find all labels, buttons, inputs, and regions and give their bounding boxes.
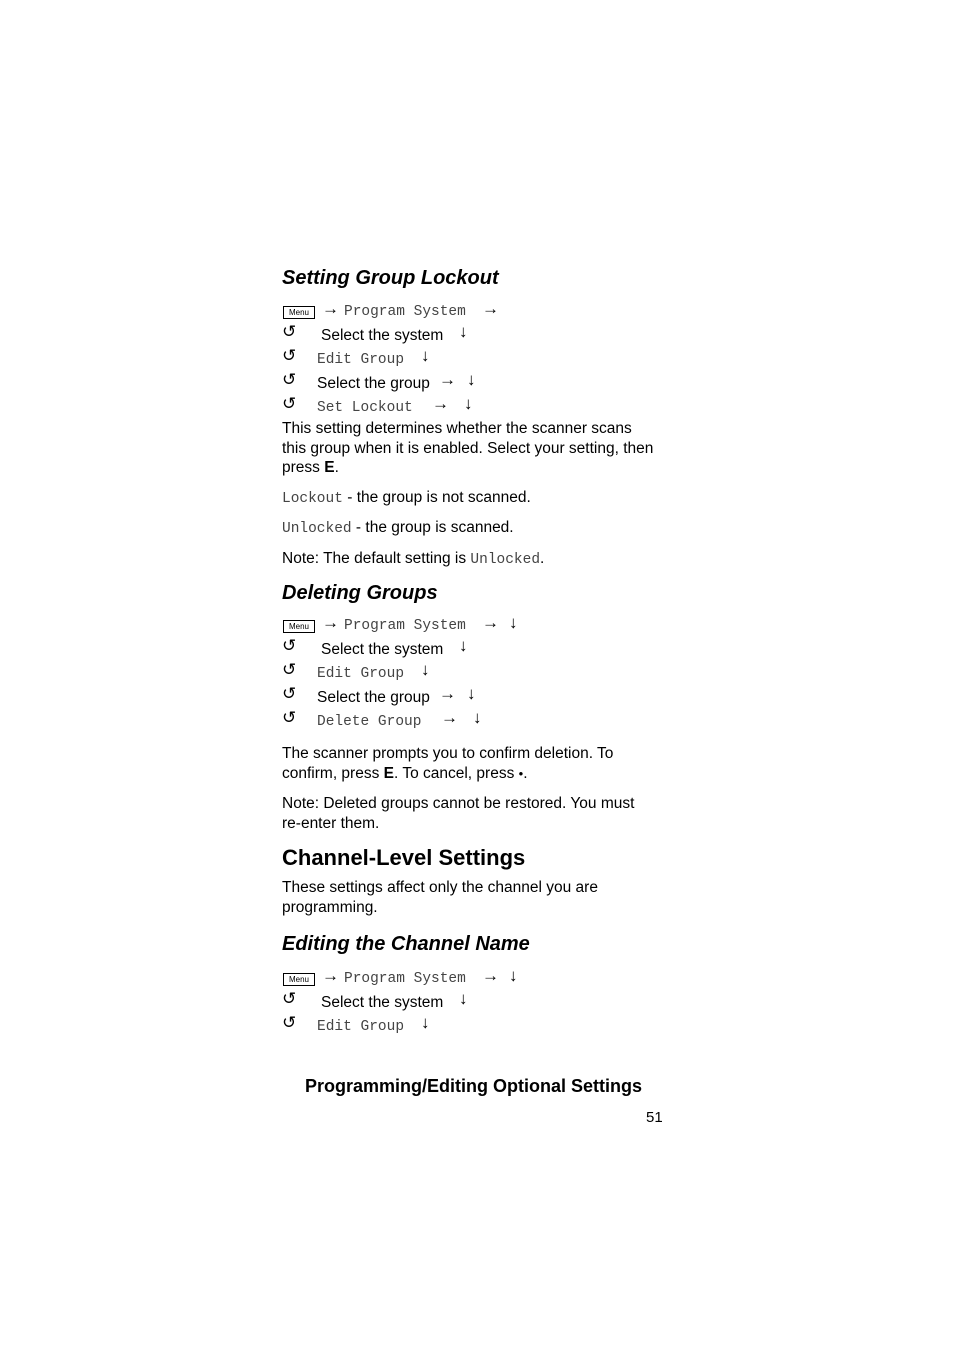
arrow-down-icon: ↓ (509, 613, 518, 632)
bullet-key-icon: • (518, 765, 524, 781)
arrow-down-icon: ↓ (467, 370, 476, 389)
arrow-down-icon: ↓ (473, 708, 482, 727)
arrow-right-icon: → (441, 708, 458, 727)
desc-line: press E. (282, 459, 339, 476)
arrow-down-icon: ↓ (421, 660, 430, 679)
arrow-down-icon: ↓ (421, 346, 430, 365)
channel-level-description (282, 878, 667, 917)
arrow-right-icon: → (432, 394, 449, 413)
unlocked-code: Unlocked (470, 552, 541, 568)
desc-line: this group when it is enabled. Select your setting, then (282, 439, 654, 457)
delete-group-code: Delete Group (317, 714, 422, 730)
delete-note (282, 794, 667, 833)
edit-group-code: Edit Group (317, 1019, 405, 1035)
edit-group-code: Edit Group (317, 666, 405, 682)
desc-line: re-enter them. (282, 814, 380, 832)
lockout-option: Lockout - the group is not scanned. (282, 489, 531, 507)
desc-line: These settings affect only the channel you are (282, 879, 598, 896)
section-title-editing-channel-name: Editing the Channel Name (282, 933, 530, 955)
rotate-icon: ↺ (282, 989, 297, 1008)
arrow-down-icon: ↓ (421, 1013, 430, 1032)
arrow-down-icon: ↓ (467, 684, 476, 703)
arrow-down-icon: ↓ (459, 322, 468, 341)
arrow-right-icon: → (439, 684, 456, 703)
arrow-down-icon: ↓ (464, 394, 473, 413)
rotate-icon: ↺ (282, 660, 297, 679)
section-title-deleting-groups: Deleting Groups (282, 582, 438, 604)
arrow-right-icon: → (322, 299, 339, 318)
arrow-right-icon: → (322, 613, 339, 632)
desc-line: Note: Deleted groups cannot be restored. You must (282, 795, 635, 812)
lockout-code: Lockout (282, 491, 343, 507)
arrow-right-icon: → (482, 299, 499, 318)
arrow-right-icon: → (322, 966, 339, 985)
rotate-icon: ↺ (282, 346, 297, 365)
arrow-right-icon: → (482, 966, 499, 985)
select-system-text: Select the system (321, 994, 444, 1011)
rotate-icon: ↺ (282, 322, 297, 341)
rotate-icon: ↺ (282, 370, 297, 389)
unlocked-option: Unlocked - the group is scanned. (282, 519, 514, 537)
arrow-down-icon: ↓ (459, 989, 468, 1008)
arrow-right-icon: → (482, 613, 499, 632)
arrow-down-icon: ↓ (509, 966, 518, 985)
arrow-down-icon: ↓ (459, 636, 468, 655)
desc-line: programming. (282, 898, 378, 916)
edit-group-code: Edit Group (317, 352, 405, 368)
select-group-text: Select the group (317, 375, 430, 392)
desc-line: This setting determines whether the scanner scans (282, 420, 632, 437)
lockout-description (282, 419, 667, 478)
menu-key-icon: Menu (283, 620, 315, 633)
heading-channel-level-settings: Channel-Level Settings (282, 845, 526, 870)
section-title-group-lockout: Setting Group Lockout (282, 267, 499, 289)
desc-line: The scanner prompts you to confirm deletion. To (282, 745, 614, 762)
default-note: Note: The default setting is Unlocked. (282, 550, 545, 568)
select-system-text: Select the system (321, 327, 444, 344)
menu-key-icon: Menu (283, 306, 315, 319)
program-system-code: Program System (344, 618, 466, 634)
rotate-icon: ↺ (282, 394, 297, 413)
rotate-icon: ↺ (282, 1013, 297, 1032)
select-system-text: Select the system (321, 641, 444, 658)
page-number: 51 (646, 1109, 663, 1126)
rotate-icon: ↺ (282, 684, 297, 703)
key-e: E (324, 459, 335, 476)
key-e: E (383, 764, 394, 782)
program-system-code: Program System (344, 971, 466, 987)
confirm-deletion-text (282, 744, 667, 783)
footer-title: Programming/Editing Optional Settings (305, 1076, 643, 1096)
unlocked-code: Unlocked (282, 521, 352, 537)
set-lockout-code: Set Lockout (317, 400, 413, 416)
select-group-text: Select the group (317, 689, 430, 706)
arrow-right-icon: → (439, 370, 456, 389)
program-system-code: Program System (344, 304, 466, 320)
menu-key-icon: Menu (283, 973, 315, 986)
desc-line: confirm, press E. To cancel, press •. (282, 764, 528, 782)
rotate-icon: ↺ (282, 636, 297, 655)
rotate-icon: ↺ (282, 708, 297, 727)
